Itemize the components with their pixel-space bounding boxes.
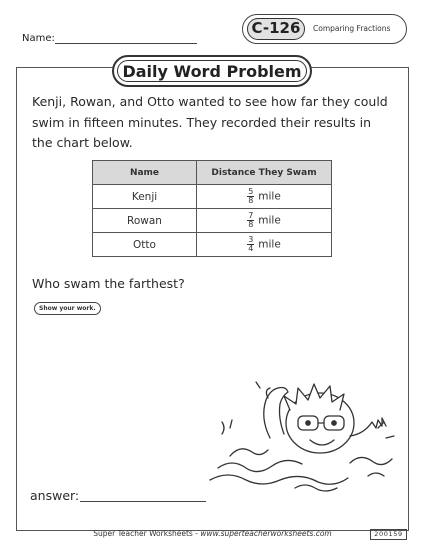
splash xyxy=(230,420,232,428)
column-header-distance: Distance They Swam xyxy=(197,161,332,185)
table-row xyxy=(93,209,332,233)
distance-unit: mile xyxy=(258,238,281,251)
problem-text: Kenji, Rowan, and Otto wanted to see how far they could swim in fifteen minutes. They recorded their results in the chart below. xyxy=(32,94,388,150)
distance-cell xyxy=(197,209,332,233)
splash xyxy=(222,422,224,434)
worksheet-code: C-126 xyxy=(247,18,305,40)
table-row xyxy=(93,233,332,257)
footer-code: 200159 xyxy=(370,529,407,540)
fraction xyxy=(247,212,254,229)
worksheet-topic: Comparing Fractions xyxy=(313,24,391,33)
wave xyxy=(368,473,384,476)
distance-unit: mile xyxy=(258,214,281,227)
swimmer-other-hand xyxy=(350,418,386,436)
column-header-name: Name xyxy=(93,161,197,185)
fraction-numerator: 7 xyxy=(248,211,254,220)
distance-cell xyxy=(197,233,332,257)
fraction xyxy=(247,188,254,205)
title-banner xyxy=(112,55,312,87)
swimmer-name: Kenji xyxy=(93,185,197,209)
name-label: Name: xyxy=(22,33,55,44)
name-field-line[interactable] xyxy=(55,43,197,44)
wave xyxy=(230,449,268,456)
distance-cell xyxy=(197,185,332,209)
fraction-numerator: 3 xyxy=(248,235,254,244)
fraction-denominator: 8 xyxy=(248,220,254,229)
eye xyxy=(306,421,310,425)
distance-unit: mile xyxy=(258,190,281,203)
wave xyxy=(210,475,348,484)
swimmer-illustration xyxy=(200,368,410,493)
table-header-row xyxy=(93,161,332,185)
wave xyxy=(295,485,337,491)
distance-table xyxy=(92,160,332,257)
footer-site-link[interactable]: www.superteacherworksheets.com xyxy=(200,529,332,538)
question-text: Who swam the farthest? xyxy=(32,276,185,291)
splash xyxy=(256,382,260,388)
fraction-denominator: 4 xyxy=(248,244,254,253)
swimmer-name: Rowan xyxy=(93,209,197,233)
swimmer-name: Otto xyxy=(93,233,197,257)
show-work-badge: Show your work. xyxy=(34,302,101,315)
answer-label: answer: xyxy=(30,488,80,503)
fraction-denominator: 8 xyxy=(248,196,254,205)
table-row xyxy=(93,185,332,209)
eye xyxy=(332,421,336,425)
fraction-numerator: 5 xyxy=(248,187,254,196)
footer-credit xyxy=(0,529,425,538)
wave xyxy=(350,457,392,464)
page-title: Daily Word Problem xyxy=(117,60,307,82)
wave xyxy=(218,460,302,471)
splash xyxy=(386,436,394,438)
fraction xyxy=(247,236,254,253)
footer-brand: Super Teacher Worksheets - xyxy=(93,529,201,538)
answer-field-line[interactable] xyxy=(80,501,206,502)
